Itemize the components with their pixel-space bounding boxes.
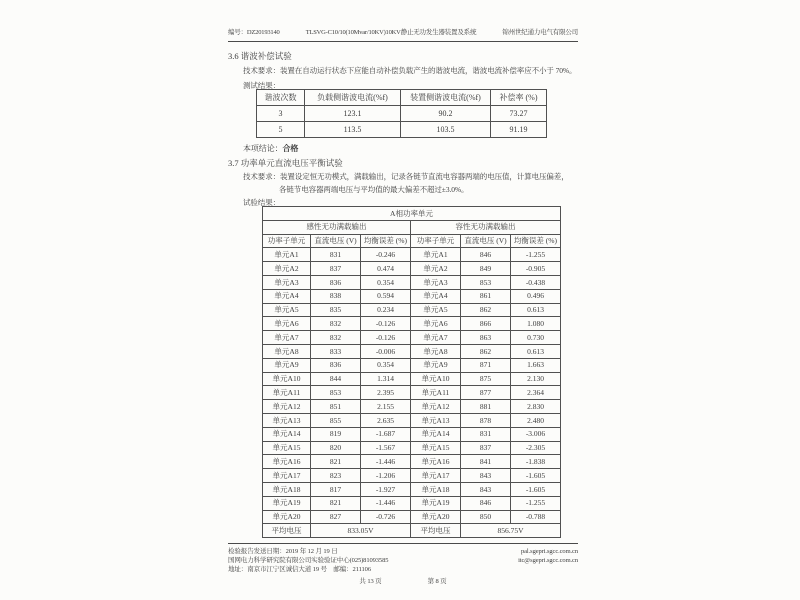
table-row bbox=[263, 303, 561, 317]
table-cell: 0.613 bbox=[511, 344, 561, 358]
table-cell: 123.1 bbox=[305, 106, 401, 122]
table-cell: -0.788 bbox=[511, 510, 561, 524]
doc-title: TLSVG-C10/10(10Mvar/10KV)10KV静止无功发生器装置及系统 bbox=[305, 29, 477, 36]
table-cell: 2.364 bbox=[511, 386, 561, 400]
table-cell: 单元A2 bbox=[263, 262, 311, 276]
table-cell: 843 bbox=[461, 482, 511, 496]
section-37-result-label: 试验结果： bbox=[243, 198, 280, 207]
conclusion-value: 合格 bbox=[282, 144, 299, 153]
pages-current: 第 8 页 bbox=[427, 578, 447, 585]
table-cell: 0.354 bbox=[361, 358, 411, 372]
table-cell: 0.496 bbox=[511, 289, 561, 303]
table-cell: -1.927 bbox=[361, 482, 411, 496]
table-row bbox=[263, 386, 561, 400]
table-cell: 单元A5 bbox=[263, 303, 311, 317]
table-cell: -1.605 bbox=[511, 469, 561, 483]
table-cell: 837 bbox=[311, 262, 361, 276]
table-cell: 863 bbox=[461, 331, 511, 345]
table-cell: 单元A11 bbox=[411, 386, 461, 400]
table-cell: 单元A10 bbox=[411, 372, 461, 386]
table-cell: 843 bbox=[461, 469, 511, 483]
table-cell: 3 bbox=[257, 106, 305, 122]
table-row bbox=[263, 482, 561, 496]
table-cell: 单元A6 bbox=[263, 317, 311, 331]
table-title: A相功率单元 bbox=[263, 207, 561, 221]
table-cell: 单元A18 bbox=[263, 482, 311, 496]
table-cell: 单元A4 bbox=[411, 289, 461, 303]
table-cell: 838 bbox=[311, 289, 361, 303]
table-cell: 91.19 bbox=[491, 122, 547, 138]
table-row bbox=[263, 469, 561, 483]
table-cell: 855 bbox=[311, 413, 361, 427]
table-cell: -3.006 bbox=[511, 427, 561, 441]
table-cell: 单元A4 bbox=[263, 289, 311, 303]
section-37-requirement-line1: 技术要求：装置设定恒无功模式，满载输出，记录各链节直流电容器两端的电压值，计算电压偏差， bbox=[243, 172, 569, 181]
table-cell: 821 bbox=[311, 455, 361, 469]
table-row bbox=[257, 122, 547, 138]
table-row bbox=[263, 358, 561, 372]
table-row bbox=[263, 344, 561, 358]
section-37-requirement-line2: 各链节电容器两端电压与平均值的最大偏差不超过±3.0%。 bbox=[279, 185, 469, 194]
table-cell: 单元A1 bbox=[411, 248, 461, 262]
table-cell: 0.474 bbox=[361, 262, 411, 276]
document-header bbox=[228, 27, 578, 42]
table-cell: 0.613 bbox=[511, 303, 561, 317]
table-cell: 1.663 bbox=[511, 358, 561, 372]
table-cell: 817 bbox=[311, 482, 361, 496]
table-cell: -2.305 bbox=[511, 441, 561, 455]
column-header: 功率子单元 bbox=[263, 234, 311, 248]
table-cell: 881 bbox=[461, 400, 511, 414]
average-label: 平均电压 bbox=[411, 524, 461, 538]
dc-voltage-balance-table bbox=[262, 206, 561, 538]
table-cell: 单元A2 bbox=[411, 262, 461, 276]
table-cell: 832 bbox=[311, 331, 361, 345]
table-cell: 836 bbox=[311, 358, 361, 372]
table-header-row bbox=[257, 90, 547, 106]
column-header: 功率子单元 bbox=[411, 234, 461, 248]
table-cell: -1.255 bbox=[511, 496, 561, 510]
table-cell: 0.234 bbox=[361, 303, 411, 317]
table-cell: -1.567 bbox=[361, 441, 411, 455]
table-cell: -0.726 bbox=[361, 510, 411, 524]
table-cell: 5 bbox=[257, 122, 305, 138]
table-cell: 866 bbox=[461, 317, 511, 331]
table-row bbox=[263, 427, 561, 441]
table-cell: 1.080 bbox=[511, 317, 561, 331]
table-cell: 单元A14 bbox=[411, 427, 461, 441]
table-cell: 853 bbox=[461, 275, 511, 289]
table-cell: 103.5 bbox=[401, 122, 491, 138]
table-cell: 单元A20 bbox=[411, 510, 461, 524]
document-footer bbox=[228, 543, 578, 586]
doc-number: 编号：DZ20193140 bbox=[228, 29, 280, 36]
table-row bbox=[263, 275, 561, 289]
table-cell: -1.687 bbox=[361, 427, 411, 441]
section-37-heading: 3.7 功率单元直流电压平衡试验 bbox=[228, 158, 343, 168]
table-cell: 846 bbox=[461, 496, 511, 510]
table-cell: 2.635 bbox=[361, 413, 411, 427]
column-header: 均衡误差 (%) bbox=[511, 234, 561, 248]
table-cell: 0.594 bbox=[361, 289, 411, 303]
table-cell: 单元A16 bbox=[411, 455, 461, 469]
table-cell: 823 bbox=[311, 469, 361, 483]
table-cell: -0.126 bbox=[361, 317, 411, 331]
table-cell: 2.830 bbox=[511, 400, 561, 414]
average-voltage-row bbox=[263, 524, 561, 538]
table-cell: 单元A5 bbox=[411, 303, 461, 317]
group-header-capacitive: 容性无功满载输出 bbox=[411, 220, 561, 234]
column-header: 直流电压 (V) bbox=[461, 234, 511, 248]
conclusion-label: 本项结论： bbox=[243, 144, 283, 153]
table-cell: 851 bbox=[311, 400, 361, 414]
table-group-header-row bbox=[263, 220, 561, 234]
column-header: 均衡误差 (%) bbox=[361, 234, 411, 248]
table-cell: 2.480 bbox=[511, 413, 561, 427]
table-cell: 835 bbox=[311, 303, 361, 317]
table-cell: -1.206 bbox=[361, 469, 411, 483]
section-36-conclusion bbox=[243, 143, 298, 154]
table-cell: 单元A7 bbox=[411, 331, 461, 345]
table-cell: 113.5 bbox=[305, 122, 401, 138]
table-cell: 单元A19 bbox=[411, 496, 461, 510]
table-cell: 862 bbox=[461, 303, 511, 317]
table-cell: 单元A8 bbox=[411, 344, 461, 358]
table-cell: 73.27 bbox=[491, 106, 547, 122]
table-cell: 846 bbox=[461, 248, 511, 262]
table-cell: 0.730 bbox=[511, 331, 561, 345]
table-cell: 单元A6 bbox=[411, 317, 461, 331]
table-row bbox=[263, 510, 561, 524]
table-cell: 单元A15 bbox=[263, 441, 311, 455]
table-cell: -0.006 bbox=[361, 344, 411, 358]
table-cell: 单元A9 bbox=[263, 358, 311, 372]
table-cell: 878 bbox=[461, 413, 511, 427]
table-row bbox=[263, 413, 561, 427]
table-row bbox=[263, 441, 561, 455]
table-cell: -1.605 bbox=[511, 482, 561, 496]
table-cell: -1.446 bbox=[361, 455, 411, 469]
table-cell: 0.354 bbox=[361, 275, 411, 289]
table-cell: 单元A12 bbox=[263, 400, 311, 414]
table-cell: 单元A16 bbox=[263, 455, 311, 469]
table-cell: 875 bbox=[461, 372, 511, 386]
table-cell: 单元A19 bbox=[263, 496, 311, 510]
table-header-row bbox=[263, 234, 561, 248]
table-cell: 单元A13 bbox=[263, 413, 311, 427]
table-row bbox=[263, 262, 561, 276]
table-cell: -0.905 bbox=[511, 262, 561, 276]
group-header-inductive: 感性无功满载输出 bbox=[263, 220, 411, 234]
table-cell: 844 bbox=[311, 372, 361, 386]
table-cell: 831 bbox=[311, 248, 361, 262]
column-header: 装置侧谐波电流(%f) bbox=[401, 90, 491, 106]
table-cell: 853 bbox=[311, 386, 361, 400]
table-row bbox=[263, 372, 561, 386]
column-header: 直流电压 (V) bbox=[311, 234, 361, 248]
table-cell: 单元A8 bbox=[263, 344, 311, 358]
table-cell: 单元A7 bbox=[263, 331, 311, 345]
table-cell: 877 bbox=[461, 386, 511, 400]
table-cell: 单元A9 bbox=[411, 358, 461, 372]
address-line: 地址：南京市江宁区诚信大道 19 号 邮编：211106 bbox=[228, 566, 371, 573]
table-cell: 单元A17 bbox=[263, 469, 311, 483]
table-row bbox=[263, 248, 561, 262]
table-cell: 850 bbox=[461, 510, 511, 524]
table-cell: 单元A14 bbox=[263, 427, 311, 441]
average-capacitive-value: 856.75V bbox=[461, 524, 561, 538]
table-cell: 821 bbox=[311, 496, 361, 510]
organization-line: 国网电力科学研究院有限公司实验验证中心(025)81093585 bbox=[228, 557, 389, 564]
table-cell: 832 bbox=[311, 317, 361, 331]
website: pal.sgepri.sgcc.com.cn bbox=[520, 548, 578, 555]
section-36-result-label: 测试结果： bbox=[243, 81, 280, 90]
table-cell: 861 bbox=[461, 289, 511, 303]
table-cell: 单元A10 bbox=[263, 372, 311, 386]
table-row bbox=[257, 106, 547, 122]
table-cell: 单元A18 bbox=[411, 482, 461, 496]
report-date: 检验报告发送日期：2019 年 12 月 19 日 bbox=[228, 548, 338, 555]
table-cell: 2.395 bbox=[361, 386, 411, 400]
table-cell: 单元A3 bbox=[263, 275, 311, 289]
table-cell: -0.438 bbox=[511, 275, 561, 289]
table-cell: -0.246 bbox=[361, 248, 411, 262]
table-cell: -1.255 bbox=[511, 248, 561, 262]
table-cell: 862 bbox=[461, 344, 511, 358]
table-cell: 827 bbox=[311, 510, 361, 524]
table-cell: 820 bbox=[311, 441, 361, 455]
average-inductive-value: 833.05V bbox=[311, 524, 411, 538]
table-cell: 819 bbox=[311, 427, 361, 441]
column-header: 补偿率 (%) bbox=[491, 90, 547, 106]
table-cell: 836 bbox=[311, 275, 361, 289]
table-cell: 90.2 bbox=[401, 106, 491, 122]
table-cell: -0.126 bbox=[361, 331, 411, 345]
pages-total: 共 13 页 bbox=[359, 578, 382, 585]
table-cell: 单元A12 bbox=[411, 400, 461, 414]
table-cell: 单元A15 bbox=[411, 441, 461, 455]
table-cell: 单元A20 bbox=[263, 510, 311, 524]
table-cell: 单元A13 bbox=[411, 413, 461, 427]
table-cell: 单元A3 bbox=[411, 275, 461, 289]
table-row bbox=[263, 455, 561, 469]
section-36-requirement: 技术要求：装置在自动运行状态下应能自动补偿负载产生的谐波电流，谐波电流补偿率应不小于 70%。 bbox=[243, 66, 577, 75]
table-cell: 单元A11 bbox=[263, 386, 311, 400]
average-label: 平均电压 bbox=[263, 524, 311, 538]
company-name: 锦州世纪通力电气有限公司 bbox=[502, 29, 578, 36]
table-title-row bbox=[263, 207, 561, 221]
section-36-heading: 3.6 谐波补偿试验 bbox=[228, 51, 292, 61]
table-cell: 2.130 bbox=[511, 372, 561, 386]
table-cell: 1.314 bbox=[361, 372, 411, 386]
table-cell: 2.155 bbox=[361, 400, 411, 414]
table-row bbox=[263, 496, 561, 510]
table-row bbox=[263, 400, 561, 414]
table-cell: 841 bbox=[461, 455, 511, 469]
table-row bbox=[263, 317, 561, 331]
table-cell: 单元A17 bbox=[411, 469, 461, 483]
email: itc@sgepri.sgcc.com.cn bbox=[518, 557, 578, 564]
table-row bbox=[263, 289, 561, 303]
table-row bbox=[263, 331, 561, 345]
harmonic-compensation-table bbox=[256, 89, 547, 138]
table-cell: -1.838 bbox=[511, 455, 561, 469]
table-cell: 831 bbox=[461, 427, 511, 441]
column-header: 负载侧谐波电流(%f) bbox=[305, 90, 401, 106]
table-cell: 849 bbox=[461, 262, 511, 276]
table-cell: 833 bbox=[311, 344, 361, 358]
table-cell: -1.446 bbox=[361, 496, 411, 510]
table-cell: 单元A1 bbox=[263, 248, 311, 262]
table-cell: 837 bbox=[461, 441, 511, 455]
table-cell: 871 bbox=[461, 358, 511, 372]
column-header: 谐波次数 bbox=[257, 90, 305, 106]
